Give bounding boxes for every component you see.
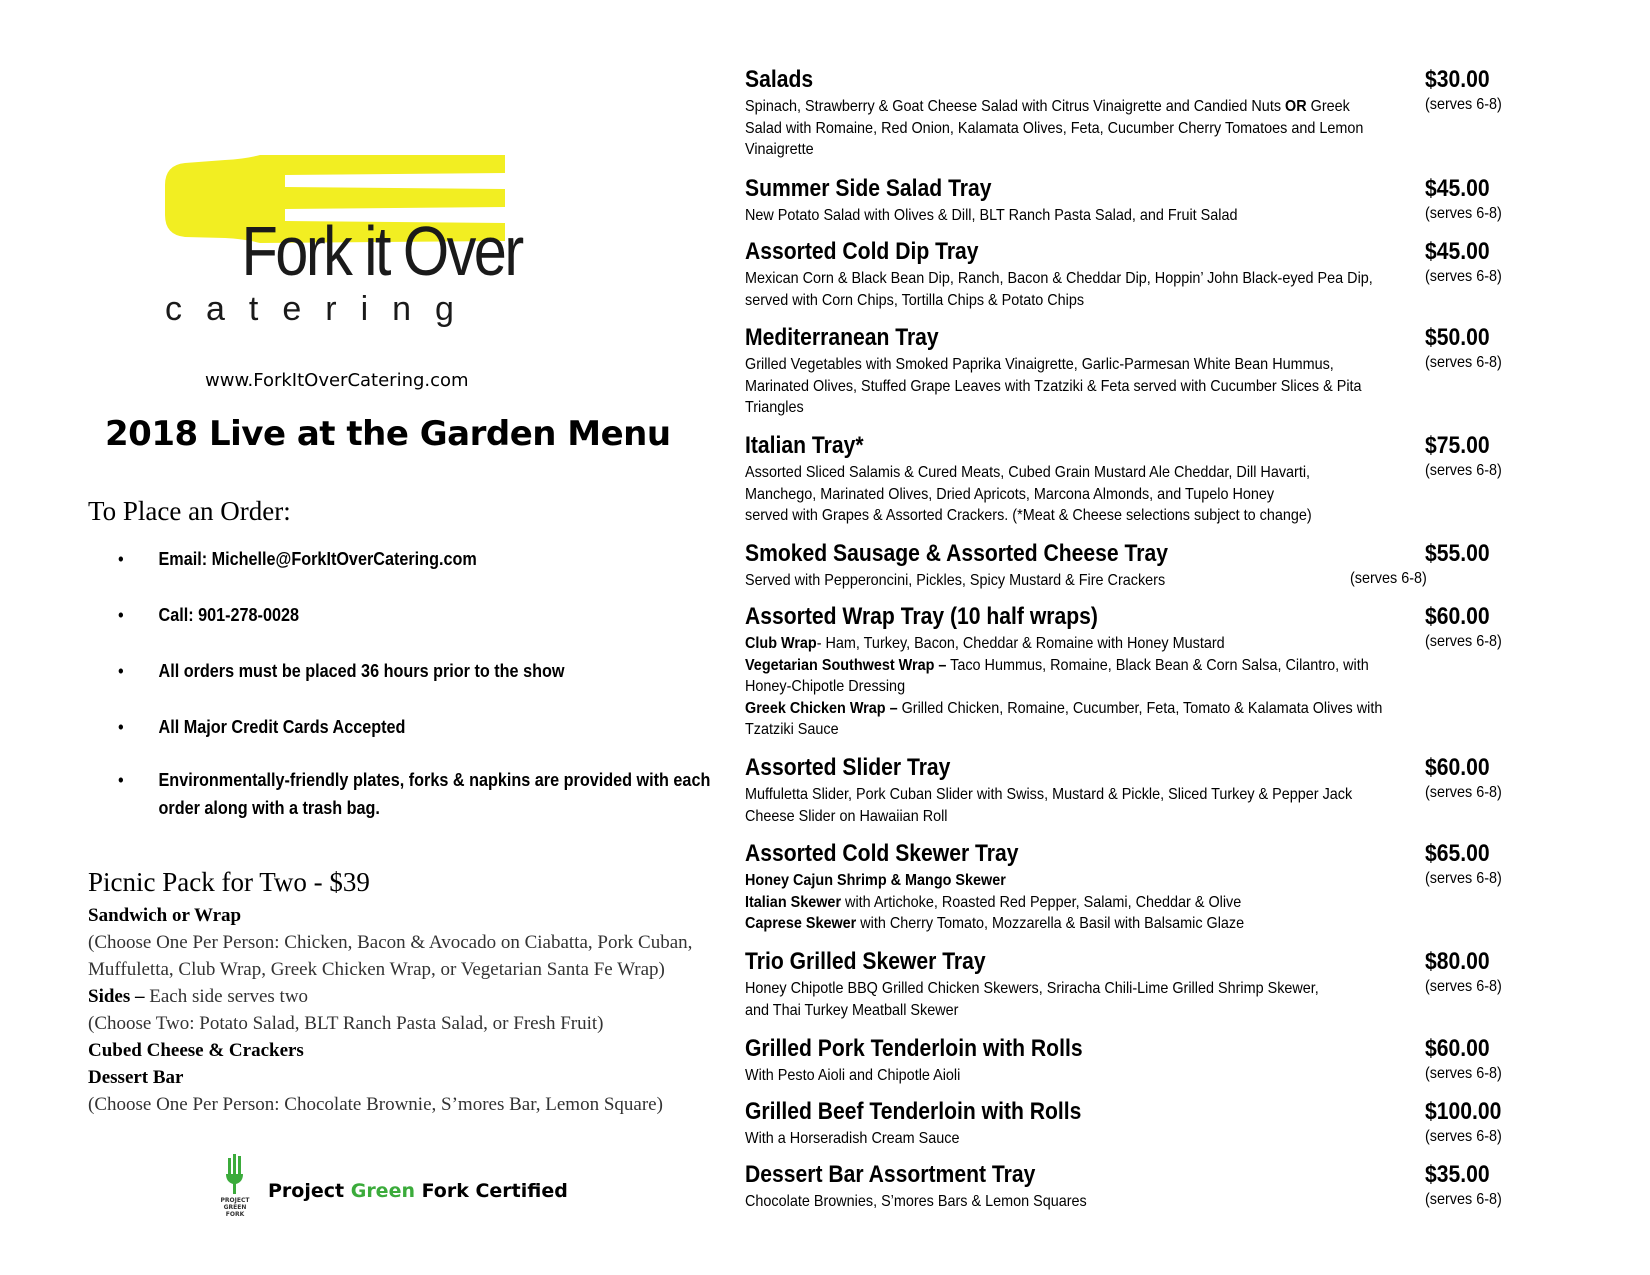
item-description: Assorted Sliced Salamis & Cured Meats, Cubed Grain Mustard Ale Cheddar, Dill Havarti, Manchego, Marinated Olives, Dried Apricots, Marcona Almonds, and Tupelo Honey served with Grapes & Assorted Crackers. (*Meat & Cheese selections subject to change)	[745, 464, 1312, 524]
project-green-fork-logo	[210, 1150, 270, 1220]
item-name: Assorted Cold Skewer Tray	[745, 840, 1019, 867]
order-lead-time: • All orders must be placed 36 hours prior to the show	[118, 657, 717, 685]
svg-text:FORK: FORK	[225, 1211, 245, 1218]
item-description: With Pesto Aioli and Chipotle Aioli	[745, 1067, 961, 1084]
item-price: $65.00	[1425, 840, 1490, 867]
item-name: Assorted Slider Tray	[745, 754, 951, 781]
item-name: Trio Grilled Skewer Tray	[745, 948, 986, 975]
order-phone[interactable]: • Call: 901-278-0028	[118, 601, 717, 629]
item-description: Honey Chipotle BBQ Grilled Chicken Skewers, Sriracha Chili-Lime Grilled Shrimp Skewer, and Thai Turkey Meatball Skewer	[745, 980, 1319, 1019]
item-description: Chocolate Brownies, S’mores Bars & Lemon Squares	[745, 1193, 1087, 1210]
item-price: $60.00	[1425, 1035, 1490, 1062]
svg-text:GREEN: GREEN	[223, 1204, 247, 1211]
item-serves: (serves 6-8)	[1425, 205, 1502, 222]
item-description: Served with Pepperoncini, Pickles, Spicy Mustard & Fire Crackers	[745, 572, 1166, 589]
picnic-sandwich-desc: (Choose One Per Person: Chicken, Bacon & Avocado on Ciabatta, Pork Cuban, Muffuletta, Club Wrap, Greek Chicken Wrap, or Vegetarian Santa Fe Wrap)	[88, 932, 693, 980]
item-price: $45.00	[1425, 238, 1490, 265]
item-description: Mexican Corn & Black Bean Dip, Ranch, Bacon & Cheddar Dip, Hoppin’ John Black-eyed Pea Dip, served with Corn Chips, Tortilla Chips & Potato Chips	[745, 270, 1373, 309]
order-heading: To Place an Order:	[88, 496, 291, 526]
item-name: Dessert Bar Assortment Tray	[745, 1161, 1036, 1188]
fork-it-over-logo	[165, 145, 545, 345]
item-description: Honey Cajun Shrimp & Mango Skewer Italian Skewer with Artichoke, Roasted Red Pepper, Salami, Cheddar & Olive Caprese Skewer with Cherry Tomato, Mozzarella & Basil with Balsamic Glaze	[745, 872, 1245, 932]
item-name: Assorted Cold Dip Tray	[745, 238, 979, 265]
item-name: Assorted Wrap Tray (10 half wraps)	[745, 603, 1098, 630]
item-price: $55.00	[1425, 540, 1490, 567]
picnic-heading: Picnic Pack for Two - $39	[88, 867, 370, 897]
item-description: With a Horseradish Cream Sauce	[745, 1130, 960, 1147]
item-serves: (serves 6-8)	[1425, 462, 1502, 479]
item-name: Grilled Pork Tenderloin with Rolls	[745, 1035, 1083, 1062]
item-description: Club Wrap- Ham, Turkey, Bacon, Cheddar & Romaine with Honey Mustard Vegetarian Southwest Wrap – Taco Hummus, Romaine, Black Bean & Corn Salsa, Cilantro, with Honey-Chipotle Dressing Greek Chicken Wrap – Grilled Chicken, Romaine, Cucumber, Feta, Tomato & Kalamata Olives with Tzatziki Sauce	[745, 635, 1383, 738]
picnic-cheese-label: Cubed Cheese & Crackers	[88, 1040, 304, 1061]
logo-main-text: Fork it Over	[241, 211, 522, 291]
item-serves: (serves 6-8)	[1425, 268, 1502, 285]
item-price: $35.00	[1425, 1161, 1490, 1188]
item-serves: (serves 6-8)	[1425, 633, 1502, 650]
item-name: Salads	[745, 66, 814, 93]
item-serves: (serves 6-8)	[1425, 978, 1502, 995]
picnic-dessert-desc: (Choose One Per Person: Chocolate Brownie, S’mores Bar, Lemon Square)	[88, 1094, 663, 1115]
menu-column	[745, 0, 1645, 1275]
item-price: $60.00	[1425, 603, 1490, 630]
item-description: Muffuletta Slider, Pork Cuban Slider with Swiss, Mustard & Pickle, Sliced Turkey & Pepper Jack Cheese Slider on Hawaiian Roll	[745, 786, 1353, 825]
picnic-sides-line	[88, 983, 698, 1010]
item-price: $80.00	[1425, 948, 1490, 975]
item-price: $45.00	[1425, 175, 1490, 202]
item-name: Smoked Sausage & Assorted Cheese Tray	[745, 540, 1168, 567]
item-name: Italian Tray*	[745, 432, 864, 459]
picnic-sides-desc: (Choose Two: Potato Salad, BLT Ranch Pasta Salad, or Fresh Fruit)	[88, 1013, 604, 1034]
item-price: $50.00	[1425, 324, 1490, 351]
item-serves: (serves 6-8)	[1425, 870, 1502, 887]
item-serves: (serves 6-8)	[1425, 1128, 1502, 1145]
item-serves: (serves 6-8)	[1425, 354, 1502, 371]
item-price: $75.00	[1425, 432, 1490, 459]
picnic-details	[88, 902, 698, 1118]
item-serves: (serves 6-8)	[1425, 1065, 1502, 1082]
picnic-sides-note: Each side serves two	[144, 986, 309, 1007]
item-serves: (serves 6-8)	[1350, 570, 1427, 587]
item-serves: (serves 6-8)	[1425, 96, 1502, 113]
item-name: Summer Side Salad Tray	[745, 175, 992, 202]
item-price: $60.00	[1425, 754, 1490, 781]
item-serves: (serves 6-8)	[1425, 1191, 1502, 1208]
order-eco-note: • Environmentally-friendly plates, forks & napkins are provided with each order along with a trash bag.	[118, 766, 717, 822]
order-info-list	[118, 545, 711, 822]
item-description: Grilled Vegetables with Smoked Paprika Vinaigrette, Garlic-Parmesan White Bean Hummus, Marinated Olives, Stuffed Grape Leaves with Tzatziki & Feta served with Cucumber Slices & Pita Triangles	[745, 356, 1362, 416]
left-column	[0, 0, 720, 1275]
green-fork-certified-label: Project Green Fork Certified	[268, 1180, 568, 1202]
item-description: Spinach, Strawberry & Goat Cheese Salad with Citrus Vinaigrette and Candied Nuts OR Greek Salad with Romaine, Red Onion, Kalamata Olives, Feta, Cucumber Cherry Tomatoes and Lemon Vinaigrette	[745, 98, 1364, 158]
item-serves: (serves 6-8)	[1425, 784, 1502, 801]
svg-text:PROJECT: PROJECT	[220, 1197, 250, 1204]
order-email[interactable]: • Email: Michelle@ForkItOverCatering.com	[118, 545, 717, 573]
picnic-sides-label: Sides –	[88, 986, 145, 1007]
menu-title: 2018 Live at the Garden Menu	[105, 414, 671, 454]
item-name: Grilled Beef Tenderloin with Rolls	[745, 1098, 1082, 1125]
item-name: Mediterranean Tray	[745, 324, 939, 351]
item-price: $30.00	[1425, 66, 1490, 93]
website-url[interactable]: www.ForkItOverCatering.com	[205, 370, 469, 391]
order-payment: • All Major Credit Cards Accepted	[118, 713, 717, 741]
logo-sub-text: catering	[165, 290, 478, 328]
picnic-dessert-label: Dessert Bar	[88, 1067, 184, 1088]
picnic-sandwich-label: Sandwich or Wrap	[88, 905, 242, 926]
item-description: New Potato Salad with Olives & Dill, BLT Ranch Pasta Salad, and Fruit Salad	[745, 207, 1238, 224]
item-price: $100.00	[1425, 1098, 1502, 1125]
